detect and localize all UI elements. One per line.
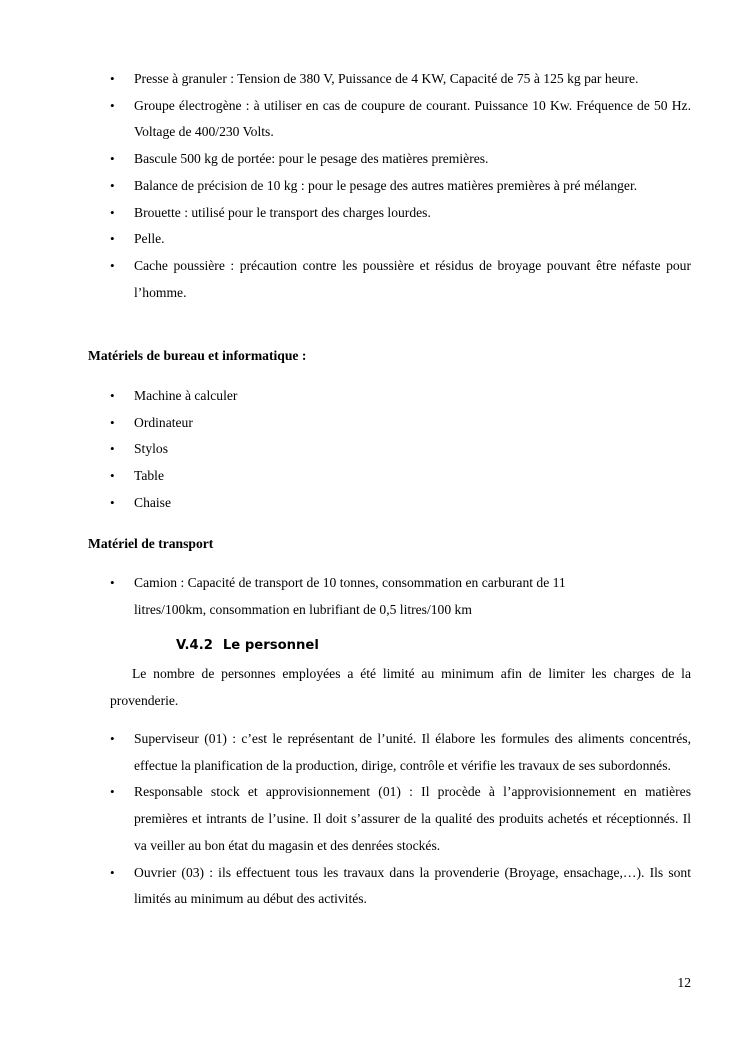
page-number: 12 — [677, 975, 691, 990]
list-item-text: Bascule 500 kg de portée: pour le pesage des matières premières. — [134, 151, 489, 167]
list-item — [0, 570, 745, 623]
list-item-text: Cache poussière : précaution contre les poussière et résidus de broyage pouvant être néfaste pour l’homme. — [134, 257, 691, 300]
list-item-text: Presse à granuler : Tension de 380 V, Puissance de 4 KW, Capacité de 75 à 125 kg par heure. — [134, 71, 639, 86]
list-item-text: Pelle. — [134, 231, 165, 247]
list-item-text: Chaise — [134, 494, 171, 510]
section-title-text: Le personnel — [222, 638, 319, 653]
office-heading: Matériels de bureau et informatique : — [88, 348, 307, 363]
bullet-icon: • — [110, 441, 115, 457]
bullet-icon: • — [110, 257, 115, 273]
bullet-icon: • — [110, 97, 115, 113]
list-item-text: Stylos — [134, 441, 168, 457]
bullet-icon: • — [110, 204, 115, 220]
section-title — [176, 638, 319, 653]
list-item — [0, 226, 745, 253]
list-item — [0, 93, 745, 146]
list-item-text: Responsable stock et approvisionnement (01) : Il procède à l’approvisionnement en matières premières et intrants de l’usine. Il doit s’assurer de la qualité des produits achetés et réceptionnés. Il va veiller au bon état du magasin et des denrées stockés. — [134, 784, 691, 853]
list-item — [0, 173, 745, 200]
list-item-text: Balance de précision de 10 kg : pour le pesage des autres matières premières à pré mélanger. — [134, 177, 638, 193]
list-item — [0, 66, 745, 93]
staff-list — [0, 726, 745, 913]
list-item — [0, 200, 745, 227]
list-item — [0, 463, 745, 490]
list-item — [0, 490, 745, 517]
section-number: V.4.2 — [176, 638, 213, 653]
bullet-icon: • — [110, 414, 115, 430]
list-item-text: Groupe électrogène : à utiliser en cas de coupure de courant. Puissance 10 Kw. Fréquence de 50 Hz. Voltage de 400/230 Volts. — [134, 97, 691, 140]
bullet-icon: • — [110, 864, 115, 880]
list-item-text: Table — [134, 468, 164, 484]
list-item-text: Camion : Capacité de transport de 10 tonnes, consommation en carburant de 11 litres/100km, consommation en lubrifiant de 0,5 litres/100 km — [134, 575, 566, 617]
transport-heading: Matériel de transport — [88, 536, 214, 551]
bullet-icon: • — [110, 151, 115, 167]
list-item — [0, 383, 745, 410]
bullet-icon: • — [110, 177, 115, 193]
bullet-icon: • — [110, 468, 115, 484]
list-item — [0, 253, 745, 306]
bullet-icon: • — [110, 71, 115, 86]
list-item-text: Brouette : utilisé pour le transport des charges lourdes. — [134, 204, 431, 220]
list-item — [0, 726, 745, 779]
transport-list — [0, 570, 745, 623]
list-item-text: Machine à calculer — [134, 388, 238, 403]
list-item — [0, 779, 745, 859]
section-intro: Le nombre de personnes employées a été limité au minimum afin de limiter les charges de la provenderie. — [110, 666, 691, 708]
equipment-list — [0, 66, 745, 306]
bullet-icon: • — [110, 784, 115, 800]
bullet-icon: • — [110, 388, 115, 403]
list-item-text: Superviseur (01) : c’est le représentant de l’unité. Il élabore les formules des aliments concentrés, effectue la planification de la production, dirige, contrôle et vérifie les travaux de ses subordonnés. — [134, 731, 691, 773]
list-item — [0, 410, 745, 437]
bullet-icon: • — [110, 731, 115, 746]
list-item — [0, 860, 745, 913]
office-list — [0, 383, 745, 517]
bullet-icon: • — [110, 575, 115, 590]
list-item — [0, 436, 745, 463]
bullet-icon: • — [110, 231, 115, 247]
list-item-text: Ouvrier (03) : ils effectuent tous les travaux dans la provenderie (Broyage, ensachage,…). Ils sont limités au minimum au début des activités. — [134, 864, 691, 907]
list-item-text: Ordinateur — [134, 414, 193, 430]
bullet-icon: • — [110, 494, 115, 510]
list-item — [0, 146, 745, 173]
